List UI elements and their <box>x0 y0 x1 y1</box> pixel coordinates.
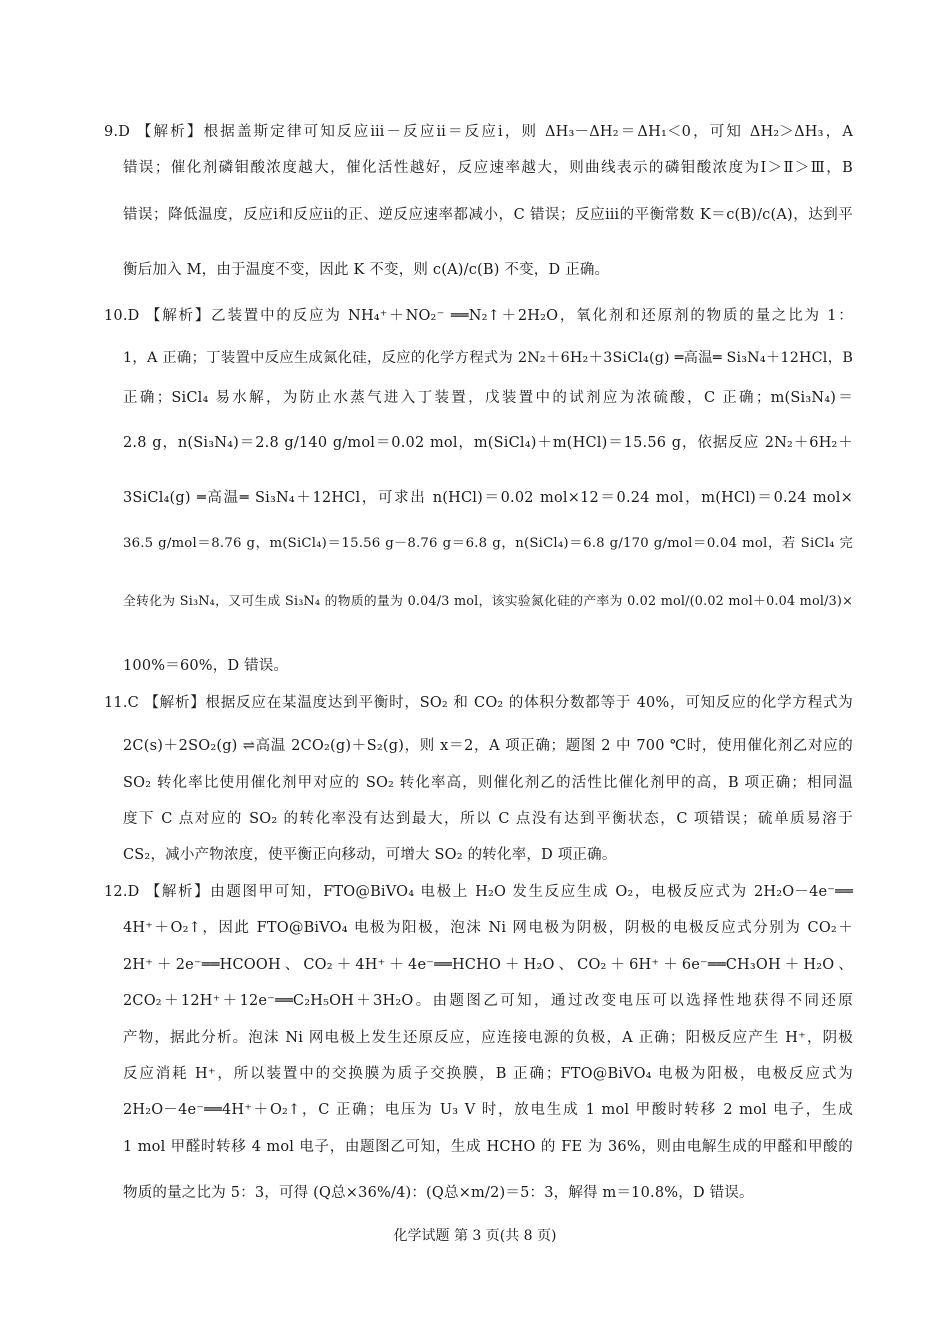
text-line: 9.D 【解析】根据盖斯定律可知反应ⅲ－反应ⅱ＝反应ⅰ，则 ΔH₃－ΔH₂＝ΔH₁＜0，可知 ΔH₂＞ΔH₃，A <box>104 124 853 140</box>
text-line: 11.C 【解析】根据反应在某温度达到平衡时，SO₂ 和 CO₂ 的体积分数都等于 40%，可知反应的化学方程式为 <box>104 695 853 711</box>
text-line: 2CO₂＋12H⁺＋12e⁻══C₂H₅OH＋3H₂O。由题图乙可知，通过改变电压可以选择性地获得不同还原 <box>123 993 853 1009</box>
text-line: 2H₂O－4e⁻══4H⁺＋O₂↑，C 正确；电压为 U₃ V 时，放电生成 1 mol 甲酸时转移 2 mol 电子，生成 <box>123 1102 853 1118</box>
text-line: 1 mol 甲醛时转移 4 mol 电子，由题图乙可知，生成 HCHO 的 FE 为 36%，则由电解生成的甲醛和甲酸的 <box>123 1139 853 1155</box>
page-footer: 化学试题 第 3 页(共 8 页) <box>393 1228 557 1244</box>
text-line: SO₂ 转化率比使用催化剂甲对应的 SO₂ 转化率高，则催化剂乙的活性比催化剂甲的高，B 项正确；相同温 <box>123 775 853 791</box>
text-line: CS₂，减小产物浓度，使平衡正向移动，可增大 SO₂ 的转化率，D 项正确。 <box>123 847 617 863</box>
text-line: 10.D 【解析】乙装置中的反应为 NH₄⁺＋NO₂⁻ ══N₂↑＋2H₂O，氧化剂和还原剂的物质的量之比为 1： <box>104 308 853 324</box>
text-line: 36.5 g/mol＝8.76 g，m(SiCl₄)＝15.56 g－8.76 g＝6.8 g，n(SiCl₄)＝6.8 g/170 g/mol＝0.04 mol，若 SiCl₄ 完 <box>123 536 853 551</box>
text-line: 2.8 g，n(Si₃N₄)＝2.8 g/140 g/mol＝0.02 mol，m(SiCl₄)＋m(HCl)＝15.56 g，依据反应 2N₂＋6H₂＋ <box>123 435 853 451</box>
text-line: 4H⁺＋O₂↑，因此 FTO@BiVO₄ 电极为阳极，泡沫 Ni 网电极为阴极，阴极的电极反应式分别为 CO₂＋ <box>123 920 853 936</box>
text-line: 1，A 正确；丁装置中反应生成氮化硅，反应的化学方程式为 2N₂＋6H₂＋3SiCl₄(g) ═高温═ Si₃N₄＋12HCl，B <box>123 350 853 366</box>
text-line: 3SiCl₄(g) ═高温═ Si₃N₄＋12HCl，可求出 n(HCl)＝0.02 mol×12＝0.24 mol，m(HCl)＝0.24 mol× <box>123 490 853 506</box>
text-line: 2C(s)＋2SO₂(g) ⇌高温 2CO₂(g)＋S₂(g)，则 x＝2，A 项正确；题图 2 中 700 ℃时，使用催化剂乙对应的 <box>123 738 853 754</box>
text-line: 100%＝60%，D 错误。 <box>123 658 289 674</box>
text-line: 衡后加入 M，由于温度不变，因此 K 不变，则 c(A)/c(B) 不变，D 正确。 <box>123 262 610 278</box>
text-line: 全转化为 Si₃N₄，又可生成 Si₃N₄ 的物质的量为 0.04/3 mol，该实验氮化硅的产率为 0.02 mol/(0.02 mol＋0.04 mol/3)× <box>123 594 853 609</box>
text-line: 反应消耗 H⁺，所以装置中的交换膜为质子交换膜，B 正确；FTO@BiVO₄ 电极为阳极，电极反应式为 <box>123 1066 853 1082</box>
text-line: 12.D 【解析】由题图甲可知，FTO@BiVO₄ 电极上 H₂O 发生反应生成 O₂，电极反应式为 2H₂O－4e⁻══ <box>104 884 853 900</box>
text-line: 错误；降低温度，反应ⅰ和反应ⅱ的正、逆反应速率都减小，C 错误；反应ⅲ的平衡常数 K＝c(B)/c(A)，达到平 <box>123 207 853 223</box>
text-line: 错误；催化剂磷钼酸浓度越大，催化活性越好，反应速率越大，则曲线表示的磷钼酸浓度为Ⅰ＞Ⅱ＞Ⅲ，B <box>123 160 853 176</box>
text-line: 正确；SiCl₄ 易水解，为防止水蒸气进入丁装置，戊装置中的试剂应为浓硫酸，C 正确；m(Si₃N₄)＝ <box>123 390 853 406</box>
text-line: 2H⁺＋2e⁻══HCOOH、CO₂＋4H⁺＋4e⁻══HCHO＋H₂O、CO₂＋6H⁺＋6e⁻══CH₃OH＋H₂O、 <box>123 957 853 973</box>
text-line: 度下 C 点对应的 SO₂ 的转化率没有达到最大，所以 C 点没有达到平衡状态，C 项错误；硫单质易溶于 <box>123 811 853 827</box>
text-line: 物质的量之比为 5：3，可得 (Q总×36%/4)：(Q总×m/2)＝5：3，解得 m＝10.8%，D 错误。 <box>123 1185 754 1201</box>
text-line: 产物，据此分析。泡沫 Ni 网电极上发生还原反应，应连接电源的负极，A 正确；阳极反应产生 H⁺，阴极 <box>123 1030 853 1046</box>
